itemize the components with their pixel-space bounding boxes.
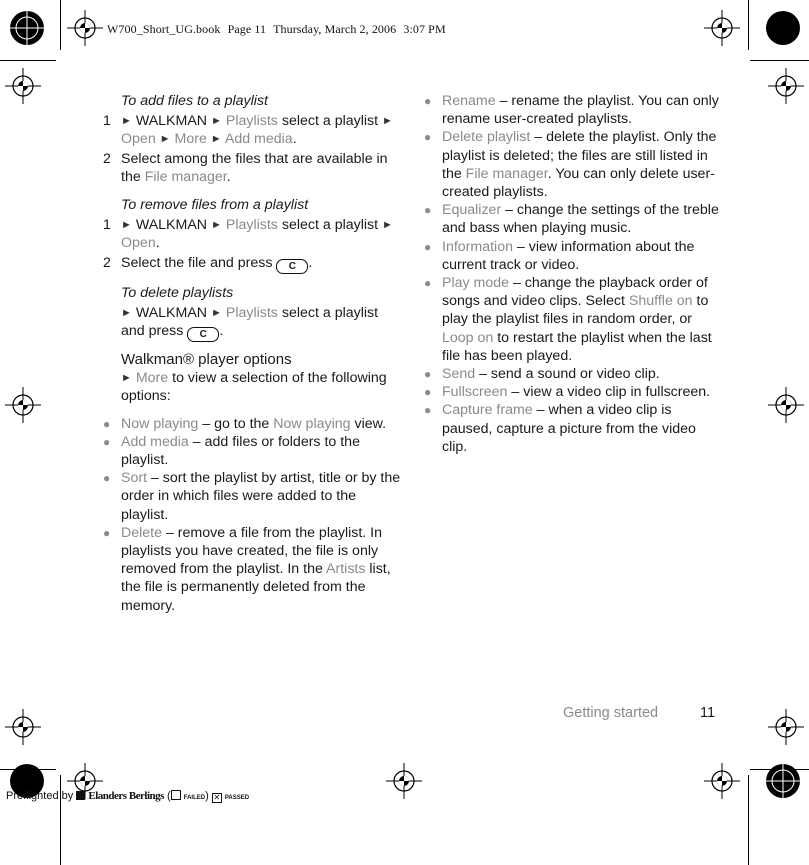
right-column <box>424 92 724 456</box>
menu-playlists: Playlists <box>225 304 278 321</box>
option-term: Fullscreen <box>442 384 508 401</box>
bullet-icon: ● <box>103 471 111 486</box>
option-term: Send <box>442 366 476 383</box>
arrow-icon: ► <box>159 133 171 146</box>
delete-playlists-heading: To delete playlists <box>121 284 234 301</box>
list-item <box>424 238 724 274</box>
option-desc: – view a video clip in fullscreen. <box>507 384 711 401</box>
option-term: Add media <box>121 433 189 450</box>
option-desc: to play the playlist files in random order, or <box>442 293 709 328</box>
bullet-icon: ● <box>424 203 432 218</box>
option-term: Sort <box>121 470 148 487</box>
option-desc: – when a video clip is paused, capture a picture from the video clip. <box>442 402 696 455</box>
option-desc: – change the settings of the treble and bass when playing music. <box>442 202 719 237</box>
bullet-icon: ● <box>424 276 432 291</box>
step-number: 1 <box>103 217 111 234</box>
option-desc: – change the playback order of songs and video clips. Select <box>442 275 708 310</box>
footer-section-title: Getting started <box>563 705 659 721</box>
option-term: Now playing <box>273 415 351 432</box>
arrow-icon: ► <box>382 115 393 128</box>
option-term: Now playing <box>121 415 199 432</box>
arrow-icon: ► <box>121 306 132 319</box>
menu-open: Open <box>121 235 156 252</box>
list-item <box>424 201 724 237</box>
step-text: select a playlist <box>281 217 379 234</box>
option-desc: . You can only delete user-created playlists. <box>442 165 715 201</box>
preflight-failed: FAILED <box>183 795 206 801</box>
option-term: File manager <box>465 165 548 182</box>
list-item <box>424 128 724 201</box>
bullet-icon: ● <box>424 385 432 400</box>
list-item <box>424 92 724 128</box>
add-files-heading: To add files to a playlist <box>121 93 268 109</box>
list-item <box>103 415 403 433</box>
arrow-icon: ► <box>211 219 222 232</box>
option-term: Shuffle on <box>628 293 693 310</box>
menu-more: More <box>174 131 207 148</box>
c-key-icon: C <box>187 327 219 342</box>
option-desc: – view information about the current track or video. <box>442 238 695 273</box>
menu-walkman: WALKMAN <box>135 217 208 234</box>
arrow-icon: ► <box>121 219 132 232</box>
option-term: Information <box>442 238 513 255</box>
step-text: Select among the files that are available in the <box>121 150 388 185</box>
slug-line <box>107 22 450 37</box>
bullet-icon: ● <box>424 130 432 145</box>
option-term: Rename <box>442 93 496 109</box>
options-intro <box>121 369 403 405</box>
preflight-logo-icon <box>76 791 85 800</box>
option-term: Artists <box>326 561 366 578</box>
arrow-icon: ► <box>211 306 222 319</box>
list-item <box>103 524 403 615</box>
c-key-icon: C <box>276 259 308 274</box>
bullet-icon: ● <box>103 416 111 431</box>
bullet-icon: ● <box>424 239 432 254</box>
menu-file-manager: File manager <box>144 168 227 185</box>
option-term: Delete playlist <box>442 129 531 146</box>
slug-time: 3:07 PM <box>403 22 446 36</box>
step-number: 1 <box>103 113 111 130</box>
preflight-brand: Elanders Berlings <box>88 790 164 802</box>
bullet-icon: ● <box>103 525 111 540</box>
option-term: Play mode <box>442 275 510 292</box>
arrow-icon: ► <box>210 133 222 146</box>
remove-step-1 <box>103 216 403 252</box>
option-term: Loop on <box>442 329 494 346</box>
bullet-icon: ● <box>103 434 111 449</box>
punct: . <box>308 254 313 271</box>
checkbox-checked-icon: ✕ <box>213 793 221 802</box>
option-term: Equalizer <box>442 202 502 219</box>
punct: . <box>155 235 160 252</box>
step-text: Select the file and press <box>121 254 273 271</box>
left-column <box>103 92 403 615</box>
para-text: select a playlist and press <box>121 304 379 340</box>
bullet-icon: ● <box>424 367 432 382</box>
step-number: 2 <box>103 150 111 167</box>
preflight-passed: PASSED <box>224 795 250 801</box>
slug-page: Page 11 <box>227 22 267 36</box>
menu-open: Open <box>121 131 156 148</box>
list-item <box>424 401 724 456</box>
preflight-stamp: Preflighted by Elanders Berlings ( FAILED) ✕ PASSED <box>6 790 250 802</box>
options-list-left <box>103 415 403 615</box>
para-text: to view a selection of the following options: <box>121 370 387 405</box>
option-term: Delete <box>121 524 163 541</box>
option-desc: – rename the playlist. You can only rename user-created playlists. <box>442 93 719 128</box>
page-number: 11 <box>700 705 716 721</box>
punct: . <box>292 131 297 148</box>
menu-playlists: Playlists <box>225 217 278 234</box>
arrow-icon: ► <box>121 372 132 385</box>
reg-mark-top-right-corner <box>766 11 800 45</box>
option-desc: – add files or folders to the playlist. <box>121 433 360 469</box>
slug-book: W700_Short_UG.book <box>107 22 221 36</box>
option-desc: to restart the playlist when the last file has been played. <box>442 329 712 364</box>
reg-mark-top-left-corner <box>10 11 44 45</box>
step-text: select a playlist <box>281 113 379 130</box>
list-item <box>103 433 403 469</box>
bullet-icon: ● <box>424 94 432 108</box>
remove-step-2 <box>103 254 403 274</box>
menu-walkman: WALKMAN <box>135 304 208 321</box>
list-item <box>103 469 403 524</box>
arrow-icon: ► <box>211 115 222 128</box>
list-item <box>424 365 724 383</box>
menu-playlists: Playlists <box>225 113 278 130</box>
option-desc: – remove a file from the playlist. In playlists you have created, the file is only removed from the playlist. In the <box>121 524 383 578</box>
bullet-icon: ● <box>424 403 432 418</box>
add-step-2 <box>103 150 403 186</box>
option-desc: list, the file is permanently deleted from the memory. <box>121 561 391 614</box>
option-desc: – go to the <box>198 415 274 432</box>
arrow-icon: ► <box>121 115 132 128</box>
option-desc: – delete the playlist. Only the playlist is deleted; the files are still listed in the <box>442 129 717 182</box>
option-desc: view. <box>350 415 387 432</box>
list-item <box>424 383 724 401</box>
step-number: 2 <box>103 254 111 271</box>
arrow-icon: ► <box>382 219 393 232</box>
menu-more: More <box>135 370 169 387</box>
add-step-1 <box>103 112 403 148</box>
checkbox-empty-icon <box>171 790 181 800</box>
menu-add-media: Add media <box>224 131 293 148</box>
punct: . <box>226 168 231 185</box>
option-desc: – sort the playlist by artist, title or by the order in which files were added to the playlist. <box>121 470 401 523</box>
delete-instructions <box>121 304 403 342</box>
menu-walkman: WALKMAN <box>135 113 208 130</box>
reg-mark-bottom-right-corner <box>766 764 800 798</box>
player-options-heading: Walkman® player options <box>121 351 292 369</box>
preflight-label: Preflighted by <box>6 790 74 802</box>
option-desc: – send a sound or video clip. <box>475 366 660 383</box>
option-term: Capture frame <box>442 402 533 419</box>
list-item <box>424 274 724 365</box>
punct: . <box>219 323 224 340</box>
slug-date: Thursday, March 2, 2006 <box>273 22 397 36</box>
remove-files-heading: To remove files from a playlist <box>121 197 309 214</box>
